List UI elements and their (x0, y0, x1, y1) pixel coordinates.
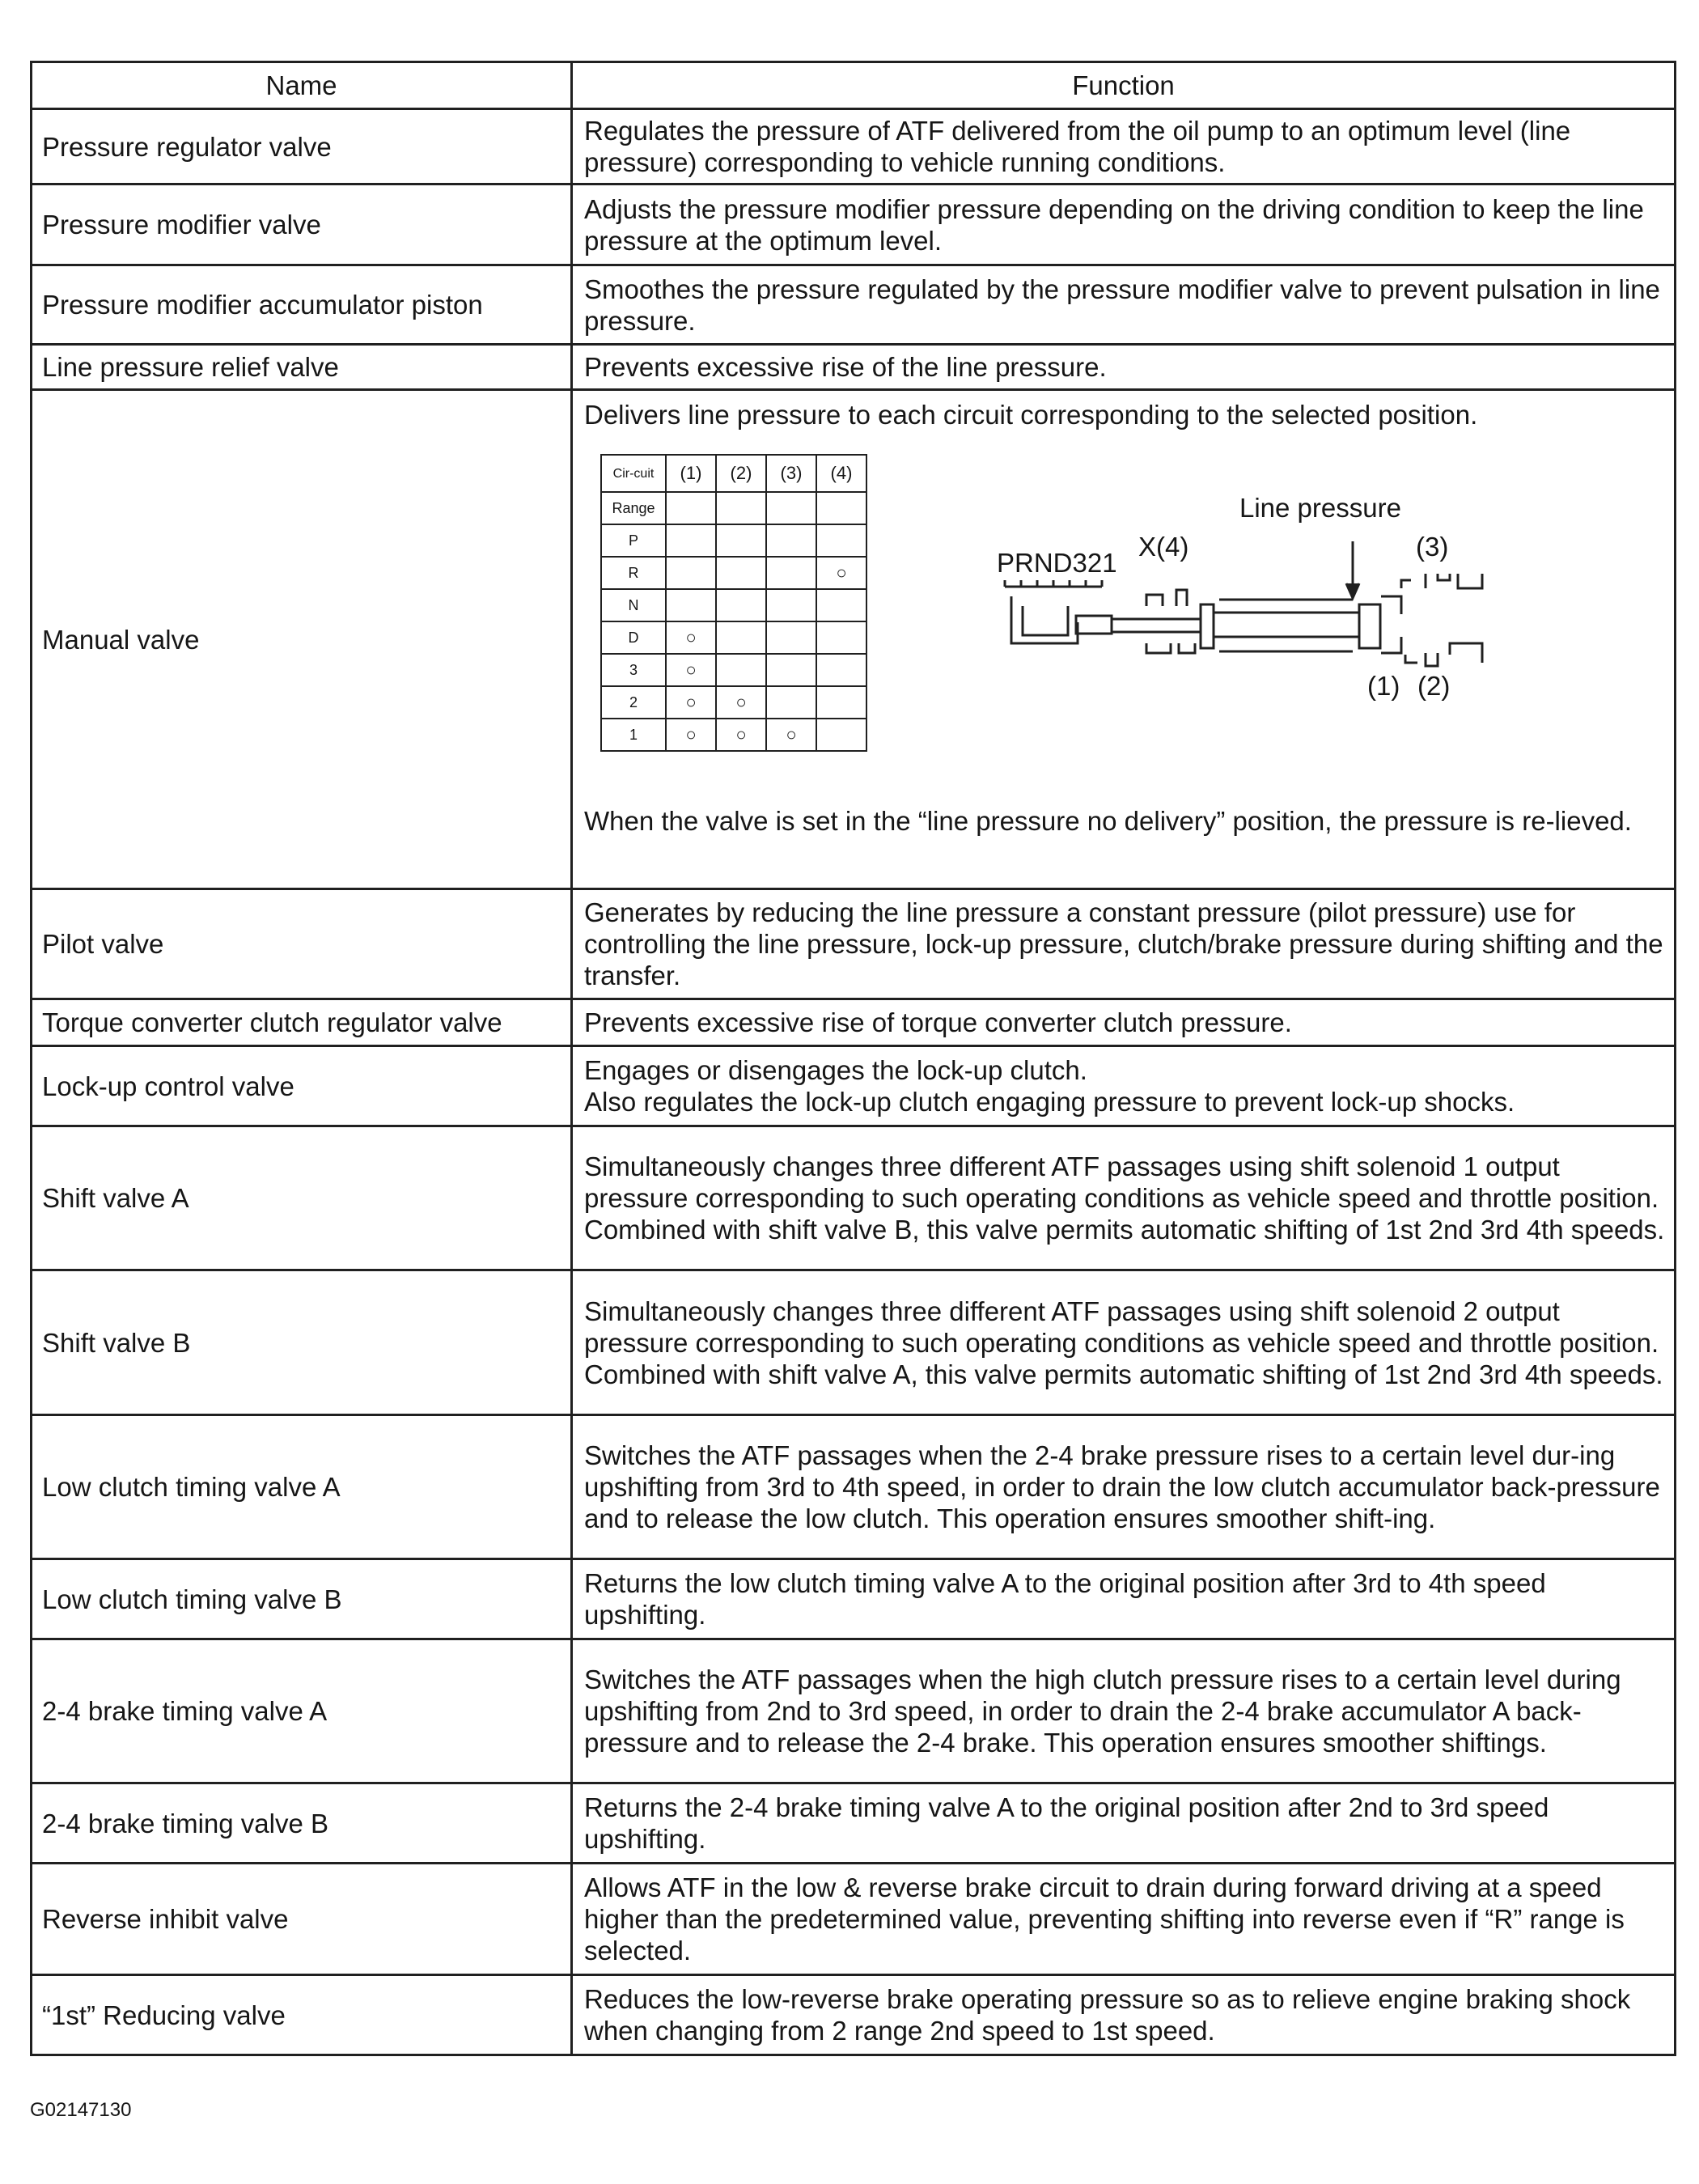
table-row (32, 999, 1676, 1046)
range-cell: 3 (601, 654, 666, 686)
valve-name: Low clutch timing valve A (32, 1415, 572, 1559)
valve-name: Manual valve (32, 390, 572, 889)
valve-function: Engages or disengages the lock-up clutch. (584, 1055, 1087, 1085)
valve-function: Prevents excessive rise of torque converter clutch pressure. (572, 999, 1676, 1046)
circuit-cell (816, 589, 866, 621)
table-row (32, 184, 1676, 265)
range-cell: 2 (601, 686, 666, 719)
valve-name: “1st” Reducing valve (32, 1975, 572, 2055)
valve-name: Line pressure relief valve (32, 345, 572, 390)
circuit-cell (816, 524, 866, 557)
circuit-cell: ○ (666, 719, 716, 751)
valve-name: 2-4 brake timing valve B (32, 1783, 572, 1864)
circuit-cell (716, 621, 766, 654)
circuit-header: (1) (666, 455, 716, 492)
manual-valve-diagram (997, 493, 1531, 703)
table-row (32, 109, 1676, 184)
circuit-cell: ○ (666, 654, 716, 686)
valve-function: Delivers line pressure to each circuit corresponding to the selected position. (584, 400, 1478, 430)
valve-name: Shift valve B (32, 1270, 572, 1415)
table-row-manual-valve (32, 390, 1676, 889)
range-row (601, 589, 866, 621)
table-row (32, 1126, 1676, 1270)
range-row (601, 686, 866, 719)
circuit-cell (766, 621, 816, 654)
valve-function: Prevents excessive rise of the line pressure. (572, 345, 1676, 390)
circuit-cell (816, 686, 866, 719)
circuit-cell (766, 557, 816, 589)
valve-name: Pressure regulator valve (32, 109, 572, 184)
circuit-cell (766, 686, 816, 719)
table-row (32, 1864, 1676, 1975)
table-row (32, 1415, 1676, 1559)
circuit-cell (816, 654, 866, 686)
range-row (601, 719, 866, 751)
valve-name: Torque converter clutch regulator valve (32, 999, 572, 1046)
range-row (601, 557, 866, 589)
circuit-header: (4) (816, 455, 866, 492)
port3-label: (3) (1416, 532, 1449, 562)
valve-name: Low clutch timing valve B (32, 1559, 572, 1639)
circuit-header: (3) (766, 455, 816, 492)
table-row (32, 265, 1676, 345)
valve-function: Generates by reducing the line pressure a constant pressure (pilot pressure) use for controlling the line pressure, lock-up pressure, clutch/brake pressure during shifting and the transfer. (572, 889, 1676, 999)
circuit-cell (716, 589, 766, 621)
circuit-cell: ○ (666, 686, 716, 719)
line-pressure-label: Line pressure (1239, 493, 1401, 523)
range-row (601, 654, 866, 686)
valve-function: Switches the ATF passages when the high clutch pressure rises to a certain level during upshifting from 2nd to 3rd speed, in order to drain the 2-4 brake accumulator A back-pressure and to release the 2-4 brake. This operation ensures smoother shiftings. (572, 1639, 1676, 1783)
range-row (601, 524, 866, 557)
valve-function: Simultaneously changes three different ATF passages using shift solenoid 1 output pressure corresponding to such operating conditions as vehicle speed and throttle position. Combined with shift valve B, this valve permits automatic shifting of 1st 2nd 3rd 4th speeds. (572, 1126, 1676, 1270)
circuit-cell: ○ (716, 719, 766, 751)
circuit-cell (816, 621, 866, 654)
range-header-row (601, 492, 866, 524)
range-cell: R (601, 557, 666, 589)
table-row (32, 1975, 1676, 2055)
circuit-cell (766, 654, 816, 686)
circuit-cell (716, 524, 766, 557)
circuit-cell: ○ (766, 719, 816, 751)
table-row (32, 1046, 1676, 1126)
table-row (32, 1270, 1676, 1415)
range-cell: N (601, 589, 666, 621)
valve-name: Pilot valve (32, 889, 572, 999)
valve-name: Pressure modifier accumulator piston (32, 265, 572, 345)
valve-function: Smoothes the pressure regulated by the pressure modifier valve to prevent pulsation in line pressure. (572, 265, 1676, 345)
range-cell: D (601, 621, 666, 654)
x4-label: X(4) (1138, 532, 1189, 562)
table-header-row (32, 62, 1676, 109)
valve-function: Allows ATF in the low & reverse brake circuit to drain during forward driving at a speed higher than the predetermined value, preventing shifting into reverse even if “R” range is selected. (572, 1864, 1676, 1975)
figure-id: G02147130 (30, 2099, 132, 2121)
valve-function-table (30, 61, 1676, 2056)
valve-name: Shift valve A (32, 1126, 572, 1270)
function-column-header: Function (572, 62, 1676, 109)
port2-label: (2) (1417, 671, 1451, 701)
prnd-label: PRND321 (997, 548, 1117, 578)
range-row (601, 621, 866, 654)
valve-function-lockup (572, 1046, 1676, 1126)
table-row (32, 1783, 1676, 1864)
circuit-range-table (600, 454, 867, 752)
circuit-cell (666, 557, 716, 589)
valve-function: Reduces the low-reverse brake operating pressure so as to relieve engine braking shock when changing from 2 range 2nd speed to 1st speed. (572, 1975, 1676, 2055)
circuit-cell (716, 654, 766, 686)
table-row (32, 345, 1676, 390)
valve-name: Pressure modifier valve (32, 184, 572, 265)
circuit-cell: ○ (666, 621, 716, 654)
valve-function-note: When the valve is set in the “line pressure no delivery” position, the pressure is re-lieved. (584, 806, 1632, 836)
valve-name: Reverse inhibit valve (32, 1864, 572, 1975)
valve-function-line2: Also regulates the lock-up clutch engaging pressure to prevent lock-up shocks. (584, 1087, 1515, 1117)
valve-function: Returns the low clutch timing valve A to the original position after 3rd to 4th speed upshifting. (572, 1559, 1676, 1639)
port1-label: (1) (1367, 671, 1400, 701)
range-label: Range (601, 492, 666, 524)
circuit-header: (2) (716, 455, 766, 492)
circuit-cell (766, 589, 816, 621)
circuit-cell: ○ (716, 686, 766, 719)
table-row (32, 1559, 1676, 1639)
circuit-cell (816, 719, 866, 751)
valve-name: 2-4 brake timing valve A (32, 1639, 572, 1783)
circuit-cell (766, 524, 816, 557)
valve-function: Returns the 2-4 brake timing valve A to the original position after 2nd to 3rd speed upshifting. (572, 1783, 1676, 1864)
circuit-label: Cir-cuit (601, 455, 666, 492)
manual-valve-function (572, 390, 1676, 889)
valve-function: Adjusts the pressure modifier pressure depending on the driving condition to keep the line pressure at the optimum level. (572, 184, 1676, 265)
valve-function: Regulates the pressure of ATF delivered from the oil pump to an optimum level (line pressure) corresponding to vehicle running conditions. (572, 109, 1676, 184)
range-cell: 1 (601, 719, 666, 751)
circuit-cell (666, 589, 716, 621)
valve-function: Simultaneously changes three different ATF passages using shift solenoid 2 output pressure corresponding to such operating conditions as vehicle speed and throttle position. Combined with shift valve A, this valve permits automatic shifting of 1st 2nd 3rd 4th speeds. (572, 1270, 1676, 1415)
circuit-cell (716, 557, 766, 589)
valve-name: Lock-up control valve (32, 1046, 572, 1126)
range-cell: P (601, 524, 666, 557)
circuit-cell: ○ (816, 557, 866, 589)
valve-function: Switches the ATF passages when the 2-4 brake pressure rises to a certain level dur-ing upshifting from 3rd to 4th speed, in order to drain the low clutch accumulator back-pressure and to release the low clutch. This operation ensures smoother shift-ing. (572, 1415, 1676, 1559)
name-column-header: Name (32, 62, 572, 109)
circuit-header-row (601, 455, 866, 492)
circuit-cell (666, 524, 716, 557)
table-row (32, 889, 1676, 999)
table-row (32, 1639, 1676, 1783)
